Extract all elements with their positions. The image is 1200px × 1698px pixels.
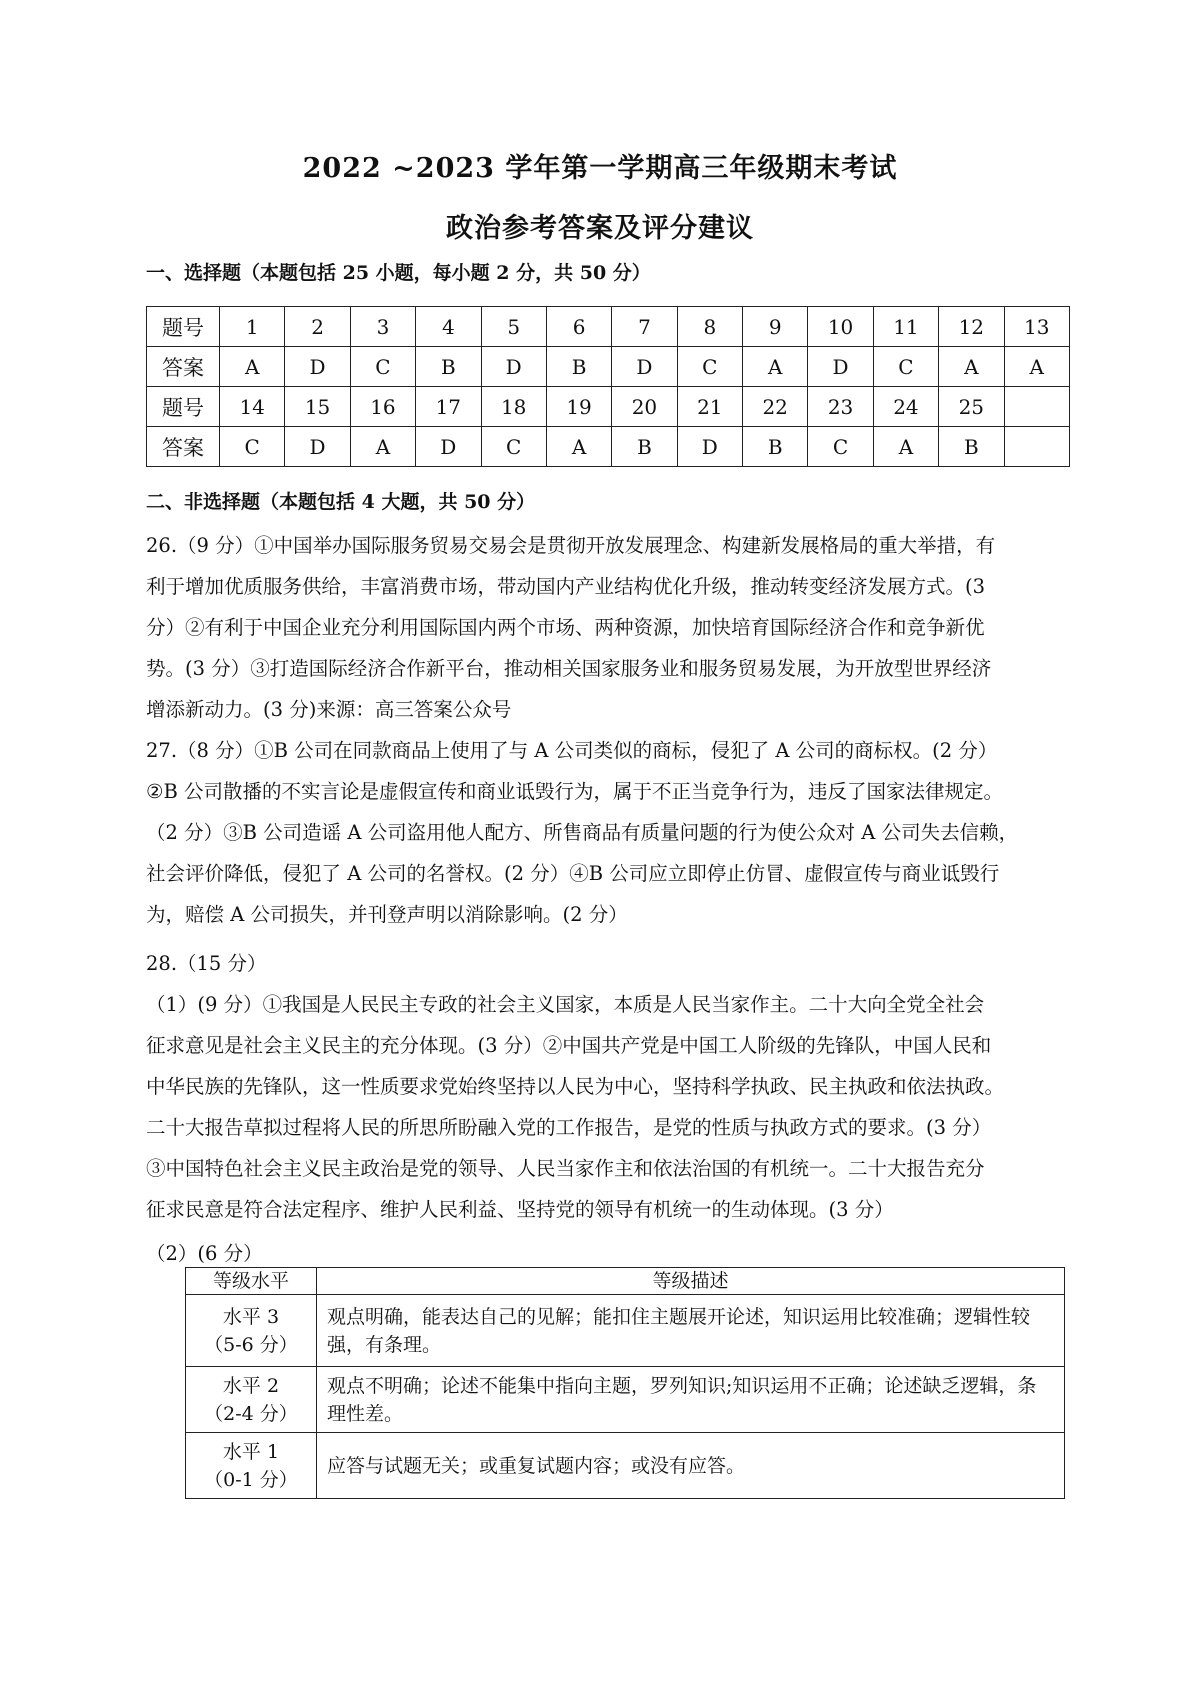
answer-line: 28.（15 分）: [146, 952, 267, 975]
answer-cell: D: [677, 427, 742, 467]
answer-cell: A: [1004, 347, 1070, 387]
question-number-cell: 14: [220, 387, 285, 427]
section-2-heading: 二、非选择题（本题包括 4 大题，共 50 分）: [146, 491, 536, 513]
question-number-cell: 10: [808, 307, 873, 347]
grading-level-row: [186, 1433, 1065, 1499]
answer-cell: D: [285, 347, 350, 387]
question-number-cell: 20: [612, 387, 677, 427]
answer-cell: D: [481, 347, 546, 387]
level-name: 水平 2: [222, 1374, 280, 1397]
answer-cell: D: [285, 427, 350, 467]
level-description: 观点不明确；论述不能集中指向主题，罗列知识;知识运用不正确；论述缺乏逻辑，条理性差。: [317, 1367, 1065, 1433]
answer-line: ②B 公司散播的不实言论是虚假宣传和商业诋毁行为，属于不正当竞争行为，违反了国家法律规定。: [146, 780, 1004, 803]
question-number-cell: 8: [677, 307, 742, 347]
question-28-answer: [146, 943, 1070, 1230]
answer-row: [147, 347, 1070, 387]
answer-line: 势。(3 分）③打造国际经济合作新平台，推动相关国家服务业和服务贸易发展，为开放型世界经济: [146, 657, 992, 680]
question-number-cell: 17: [416, 387, 481, 427]
question-number-cell: 3: [350, 307, 415, 347]
level-cell: [186, 1295, 317, 1367]
question-number-cell: 9: [743, 307, 808, 347]
question-number-row-label: 题号: [147, 307, 220, 347]
question-number-cell: 6: [546, 307, 611, 347]
answer-cell: C: [677, 347, 742, 387]
question-number-cell: [1004, 387, 1070, 427]
answer-row-label: 答案: [147, 427, 220, 467]
question-number-row-label: 题号: [147, 387, 220, 427]
answer-line: 征求民意是符合法定程序、维护人民利益、坚持党的领导有机统一的生动体现。(3 分）: [146, 1198, 894, 1221]
question-number-cell: 7: [612, 307, 677, 347]
multiple-choice-answer-table: [146, 306, 1070, 467]
answer-cell: C: [808, 427, 873, 467]
answer-cell: A: [873, 427, 938, 467]
level-range: （0-1 分）: [204, 1468, 298, 1491]
answer-line: 社会评价降低，侵犯了 A 公司的名誉权。(2 分）④B 公司应立即停止仿冒、虚假宣传与商业诋毁行: [146, 862, 1000, 885]
question-27-answer: [146, 730, 1070, 935]
question-number-cell: 22: [743, 387, 808, 427]
grading-level-row: [186, 1295, 1065, 1367]
answer-line: （2 分）③B 公司造谣 A 公司盗用他人配方、所售商品有质量问题的行为使公众对 A 公司失去信赖，: [146, 821, 1019, 844]
question-number-cell: 16: [350, 387, 415, 427]
answer-key-subtitle: 政治参考答案及评分建议: [446, 213, 754, 244]
level-description: 观点明确，能表达自己的见解；能扣住主题展开论述，知识运用比较准确；逻辑性较强，有条理。: [317, 1295, 1065, 1367]
answer-cell: B: [743, 427, 808, 467]
answer-cell: A: [939, 347, 1004, 387]
question-number-cell: 24: [873, 387, 938, 427]
answer-line: （1）(9 分）①我国是人民民主专政的社会主义国家，本质是人民当家作主。二十大向全党全社会: [146, 993, 985, 1016]
question-number-cell: 15: [285, 387, 350, 427]
question-number-cell: 23: [808, 387, 873, 427]
question-number-cell: 2: [285, 307, 350, 347]
answer-row: [147, 427, 1070, 467]
answer-line: 利于增加优质服务供给，丰富消费市场，带动国内产业结构优化升级，推动转变经济发展方式。(3: [146, 575, 986, 598]
answer-line: 为，赔偿 A 公司损失，并刊登声明以消除影响。(2 分）: [146, 903, 628, 926]
question-number-cell: 1: [220, 307, 285, 347]
answer-cell: A: [350, 427, 415, 467]
answer-cell: C: [481, 427, 546, 467]
question-number-cell: 18: [481, 387, 546, 427]
answer-line: 二十大报告草拟过程将人民的所思所盼融入党的工作报告，是党的性质与执政方式的要求。(3 分）: [146, 1116, 992, 1139]
answer-line: 征求意见是社会主义民主的充分体现。(3 分）②中国共产党是中国工人阶级的先锋队，中国人民和: [146, 1034, 992, 1057]
question-number-cell: 12: [939, 307, 1004, 347]
level-header: 等级水平: [186, 1268, 317, 1295]
answer-cell: C: [873, 347, 938, 387]
question-number-cell: 25: [939, 387, 1004, 427]
level-cell: [186, 1433, 317, 1499]
question-number-cell: 4: [416, 307, 481, 347]
question-number-cell: 11: [873, 307, 938, 347]
answer-cell: B: [612, 427, 677, 467]
answer-line: 26.（9 分）①中国举办国际服务贸易交易会是贯彻开放发展理念、构建新发展格局的重大举措，有: [146, 534, 996, 557]
level-range: （5-6 分）: [204, 1333, 298, 1356]
answer-line: 分）②有利于中国企业充分利用国际国内两个市场、两种资源，加快培育国际经济合作和竞争新优: [146, 616, 985, 639]
question-number-cell: 21: [677, 387, 742, 427]
description-header: 等级描述: [317, 1268, 1065, 1295]
answer-cell: A: [220, 347, 285, 387]
level-name: 水平 1: [222, 1440, 280, 1463]
level-description: 应答与试题无关；或重复试题内容；或没有应答。: [317, 1433, 1065, 1499]
section-1-heading: 一、选择题（本题包括 25 小题，每小题 2 分，共 50 分）: [146, 262, 651, 284]
answer-cell: A: [743, 347, 808, 387]
answer-cell: [1004, 427, 1070, 467]
level-range: （2-4 分）: [204, 1402, 298, 1425]
answer-cell: D: [612, 347, 677, 387]
grading-level-row: [186, 1367, 1065, 1433]
answer-line: 27.（8 分）①B 公司在同款商品上使用了与 A 公司类似的商标，侵犯了 A 公司的商标权。(2 分）: [146, 739, 998, 762]
answer-line: 增添新动力。(3 分)来源：高三答案公众号: [146, 698, 512, 721]
level-name: 水平 3: [222, 1305, 280, 1328]
level-cell: [186, 1367, 317, 1433]
grading-levels-table: [185, 1267, 1065, 1499]
question-number-cell: 5: [481, 307, 546, 347]
answer-cell: D: [808, 347, 873, 387]
answer-cell: A: [546, 427, 611, 467]
answer-row-label: 答案: [147, 347, 220, 387]
question-number-cell: 13: [1004, 307, 1070, 347]
question-26-answer: [146, 525, 1070, 730]
grading-table-header-row: [186, 1268, 1065, 1295]
answer-cell: C: [350, 347, 415, 387]
question-number-row: [147, 387, 1070, 427]
answer-cell: C: [220, 427, 285, 467]
question-number-cell: 19: [546, 387, 611, 427]
answer-cell: D: [416, 427, 481, 467]
answer-cell: B: [546, 347, 611, 387]
answer-cell: B: [939, 427, 1004, 467]
answer-line: 中华民族的先锋队，这一性质要求党始终坚持以人民为中心，坚持科学执政、民主执政和依法执政。: [146, 1075, 1005, 1098]
question-28-part-2-label: （2）(6 分）: [146, 1242, 263, 1265]
answer-cell: B: [416, 347, 481, 387]
answer-line: ③中国特色社会主义民主政治是党的领导、人民当家作主和依法治国的有机统一。二十大报告充分: [146, 1157, 985, 1180]
question-number-row: [147, 307, 1070, 347]
exam-title: 2022 ~2023 学年第一学期高三年级期末考试: [302, 153, 898, 184]
